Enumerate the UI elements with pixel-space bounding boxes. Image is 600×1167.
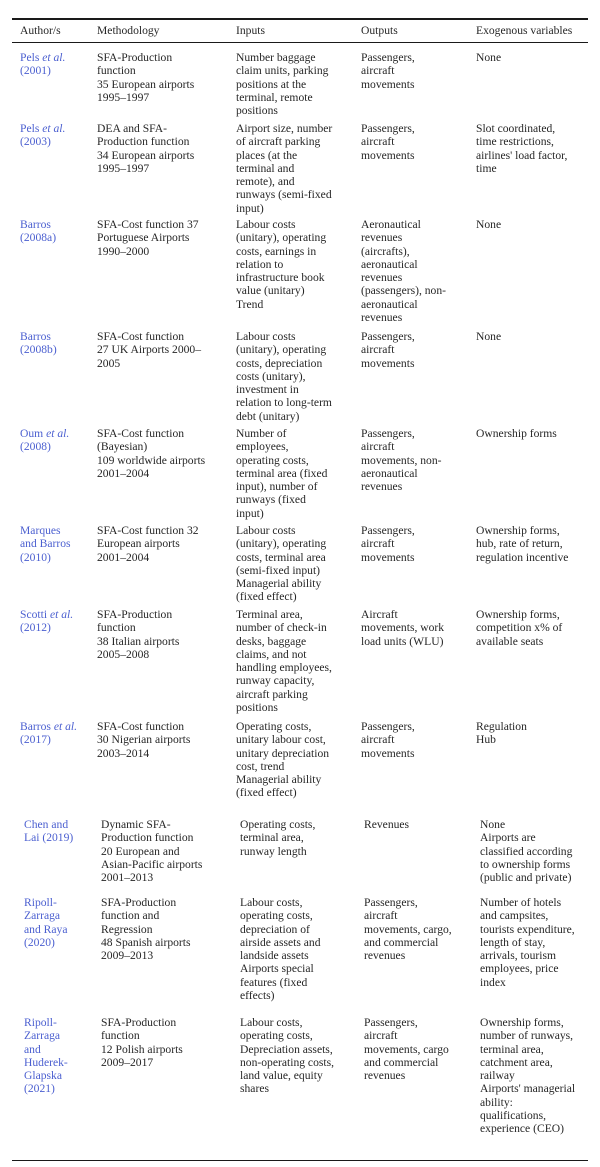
- inputs-cell: Labour costs, operating costs, depreciation of airside assets and landside assets Airports special features (fixed effects): [240, 896, 321, 1003]
- bottom-rule: [12, 1160, 588, 1161]
- outputs-cell: Passengers, aircraft movements: [361, 330, 415, 370]
- header-rule: [12, 42, 588, 43]
- header-inputs: Inputs: [236, 24, 265, 37]
- inputs-cell: Number baggage claim units, parking positions at the terminal, remote positions: [236, 51, 329, 118]
- outputs-cell: Passengers, aircraft movements: [361, 51, 415, 91]
- author-cell[interactable]: Barros (2008a): [20, 218, 57, 245]
- methodology-cell: SFA-Cost function 37 Portuguese Airports 1990–2000: [97, 218, 199, 258]
- author-cell[interactable]: Ripoll- Zarraga and Raya (2020): [24, 896, 68, 949]
- outputs-cell: Passengers, aircraft movements: [361, 720, 415, 760]
- author-cell[interactable]: Pels et al. (2003): [20, 122, 66, 149]
- outputs-cell: Revenues: [364, 818, 410, 831]
- exogenous-cell: None: [476, 330, 502, 343]
- methodology-cell: SFA-Production function 12 Polish airports 2009–2017: [101, 1016, 183, 1069]
- inputs-cell: Airport size, number of aircraft parking places (at the terminal and remote), and runways (semi-fixed input): [236, 122, 333, 215]
- outputs-cell: Aeronautical revenues (aircrafts), aeronautical revenues (passengers), non- aeronautical revenues: [361, 218, 446, 325]
- inputs-cell: Terminal area, number of check-in desks, baggage claims, and not handling employees, runway capacity, aircraft parking positions: [236, 608, 332, 715]
- exogenous-cell: Slot coordinated, time restrictions, airlines' load factor, time: [476, 122, 568, 175]
- exogenous-cell: Ownership forms, competition x% of available seats: [476, 608, 563, 648]
- inputs-cell: Labour costs (unitary), operating costs, earnings in relation to infrastructure book value (unitary) Trend: [236, 218, 327, 311]
- methodology-cell: SFA-Cost function 30 Nigerian airports 2003–2014: [97, 720, 191, 760]
- author-cell[interactable]: Chen and Lai (2019): [24, 818, 74, 845]
- author-cell[interactable]: Scotti et al. (2012): [20, 608, 74, 635]
- exogenous-cell: Ownership forms: [476, 427, 557, 440]
- exogenous-cell: Ownership forms, hub, rate of return, regulation incentive: [476, 524, 569, 564]
- methodology-cell: SFA-Production function 35 European airports 1995–1997: [97, 51, 195, 104]
- exogenous-cell: None: [476, 51, 502, 64]
- inputs-cell: Labour costs (unitary), operating costs, depreciation costs (unitary), investment in relation to long-term debt (unitary): [236, 330, 332, 423]
- author-cell[interactable]: Ripoll- Zarraga and Huderek- Glapska (2021): [24, 1016, 68, 1096]
- outputs-cell: Passengers, aircraft movements: [361, 524, 415, 564]
- exogenous-cell: Number of hotels and campsites, tourists expenditure, length of stay, arrivals, tourism employees, price index: [480, 896, 575, 989]
- outputs-cell: Passengers, aircraft movements, cargo and commercial revenues: [364, 1016, 449, 1083]
- inputs-cell: Operating costs, terminal area, runway length: [240, 818, 316, 858]
- inputs-cell: Labour costs (unitary), operating costs, terminal area (semi-fixed input) Managerial ability (fixed effect): [236, 524, 327, 604]
- exogenous-cell: Ownership forms, number of runways, terminal area, catchment area, railway Airports' managerial ability: qualifications, experience (CEO): [480, 1016, 576, 1136]
- author-cell[interactable]: Barros et al. (2017): [20, 720, 77, 747]
- header-outputs: Outputs: [361, 24, 398, 37]
- outputs-cell: Passengers, aircraft movements, non- aeronautical revenues: [361, 427, 442, 494]
- author-cell[interactable]: Pels et al. (2001): [20, 51, 66, 78]
- methodology-cell: SFA-Cost function 32 European airports 2001–2004: [97, 524, 199, 564]
- author-cell[interactable]: Oum et al. (2008): [20, 427, 70, 454]
- methodology-cell: SFA-Cost function 27 UK Airports 2000– 2005: [97, 330, 202, 370]
- exogenous-cell: None Airports are classified according to ownership forms (public and private): [480, 818, 573, 885]
- methodology-cell: SFA-Production function and Regression 48 Spanish airports 2009–2013: [101, 896, 191, 963]
- outputs-cell: Passengers, aircraft movements, cargo, and commercial revenues: [364, 896, 452, 963]
- inputs-cell: Labour costs, operating costs, Depreciation assets, non-operating costs, land value, equity shares: [240, 1016, 335, 1096]
- header-author: Author/s: [20, 24, 61, 37]
- outputs-cell: Passengers, aircraft movements: [361, 122, 415, 162]
- exogenous-cell: Regulation Hub: [476, 720, 527, 747]
- inputs-cell: Operating costs, unitary labour cost, unitary depreciation cost, trend Managerial ability (fixed effect): [236, 720, 330, 800]
- header-exogenous: Exogenous variables: [476, 24, 573, 37]
- top-rule: [12, 18, 588, 20]
- methodology-cell: DEA and SFA- Production function 34 European airports 1995–1997: [97, 122, 195, 175]
- outputs-cell: Aircraft movements, work load units (WLU): [361, 608, 445, 648]
- methodology-cell: SFA-Cost function (Bayesian) 109 worldwide airports 2001–2004: [97, 427, 206, 480]
- inputs-cell: Number of employees, operating costs, terminal area (fixed input), number of runways (fixed input): [236, 427, 328, 520]
- author-cell[interactable]: Marques and Barros (2010): [20, 524, 71, 564]
- methodology-cell: Dynamic SFA- Production function 20 European and Asian-Pacific airports 2001–2013: [101, 818, 203, 885]
- exogenous-cell: None: [476, 218, 502, 231]
- methodology-cell: SFA-Production function 38 Italian airports 2005–2008: [97, 608, 180, 661]
- author-cell[interactable]: Barros (2008b): [20, 330, 57, 357]
- header-methodology: Methodology: [97, 24, 160, 37]
